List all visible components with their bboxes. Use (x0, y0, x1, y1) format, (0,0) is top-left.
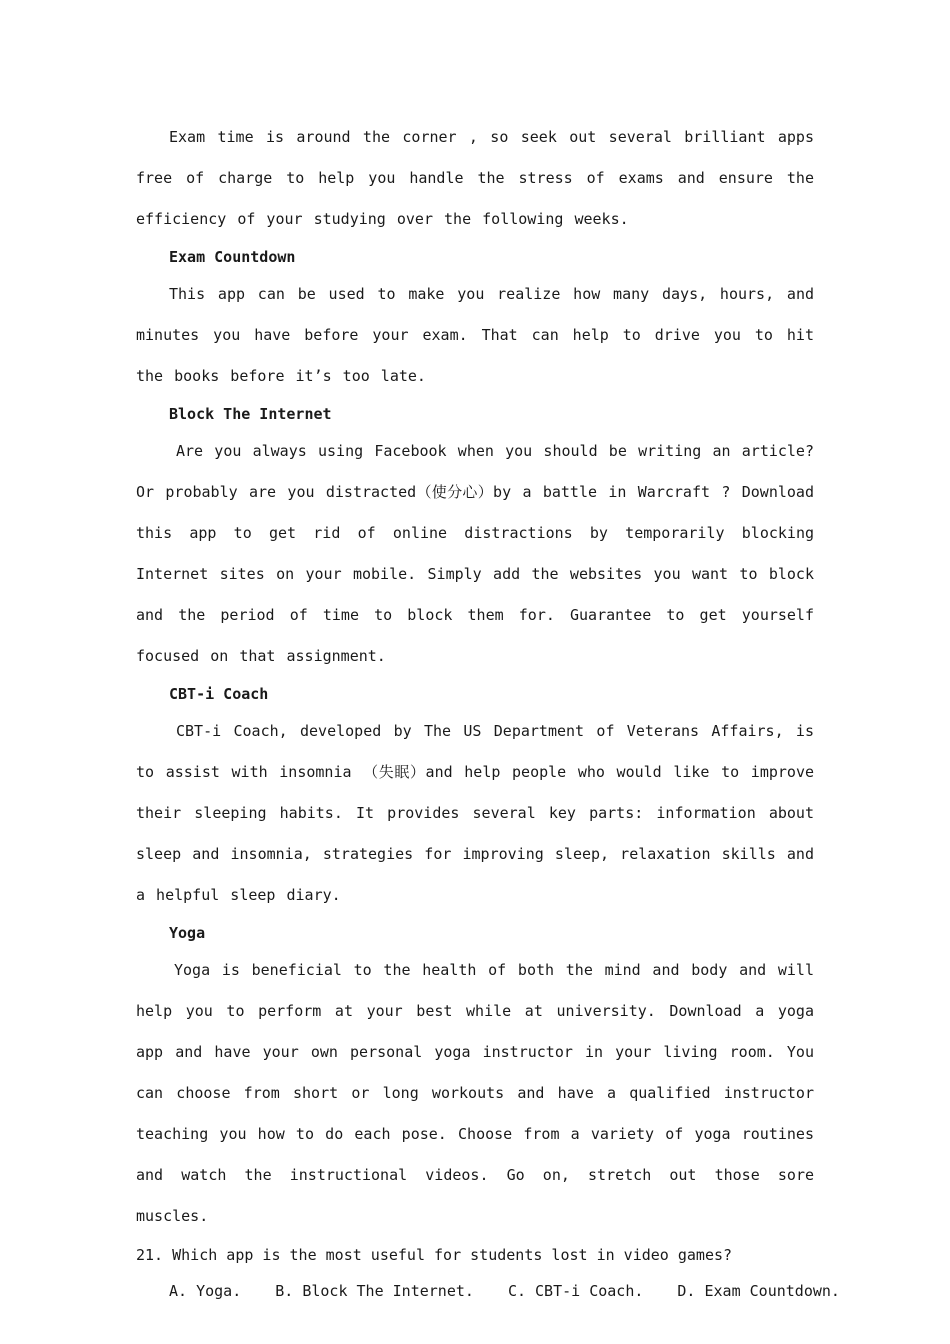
section-body-exam-countdown: This app can be used to make you realize how many days, hours, and minutes you have before your exam. That can help to drive you to hit the books before it’s too late. (136, 285, 814, 385)
intro-paragraph: Exam time is around the corner , so seek out several brilliant apps free of charge to help you handle the stress of exams and ensure the efficiency of your studying over the following weeks. (136, 128, 814, 228)
option-c: C. CBT-i Coach. (507, 1282, 644, 1300)
section-title-yoga: Yoga (169, 924, 206, 942)
document-page (136, 117, 840, 1309)
option-b: B. Block The Internet. (275, 1282, 474, 1300)
section-body-yoga: Yoga is beneficial to the health of both the mind and body and will help you to perform at your best while at university. Download a yoga app and have your own personal yoga instructor in your living room. You can choose from short or long workouts and have a qualified instructor teaching you how to do each pose. Choose from a variety of yoga routines and watch the instructional videos. Go on, stretch out those sore muscles. (136, 961, 814, 1225)
option-a: A. Yoga. (169, 1282, 242, 1300)
option-d: D. Exam Countdown. (677, 1282, 840, 1300)
section-title-cbt-i-coach: CBT-i Coach (169, 685, 269, 703)
section-body-cbt-i-coach: CBT-i Coach, developed by The US Department of Veterans Affairs, is to assist with insomnia （失眠）and help people who would like to improve their sleeping habits. It provides several key parts: information about sleep and insomnia, strategies for improving sleep, relaxation skills and a helpful sleep diary. (136, 722, 814, 904)
section-body-block-the-internet: Are you always using Facebook when you should be writing an article? Or probably are you distracted（使分心）by a battle in Warcraft ? Download this app to get rid of online distractions by temporarily blocking Internet sites on your mobile. Simply add the websites you want to block and the period of time to block them for. Guarantee to get yourself focused on that assignment. (136, 442, 814, 665)
section-title-block-the-internet: Block The Internet (169, 405, 332, 423)
section-title-exam-countdown: Exam Countdown (169, 248, 296, 266)
answer-options (136, 1273, 840, 1309)
question-21: 21. Which app is the most useful for students lost in video games? (136, 1246, 733, 1264)
